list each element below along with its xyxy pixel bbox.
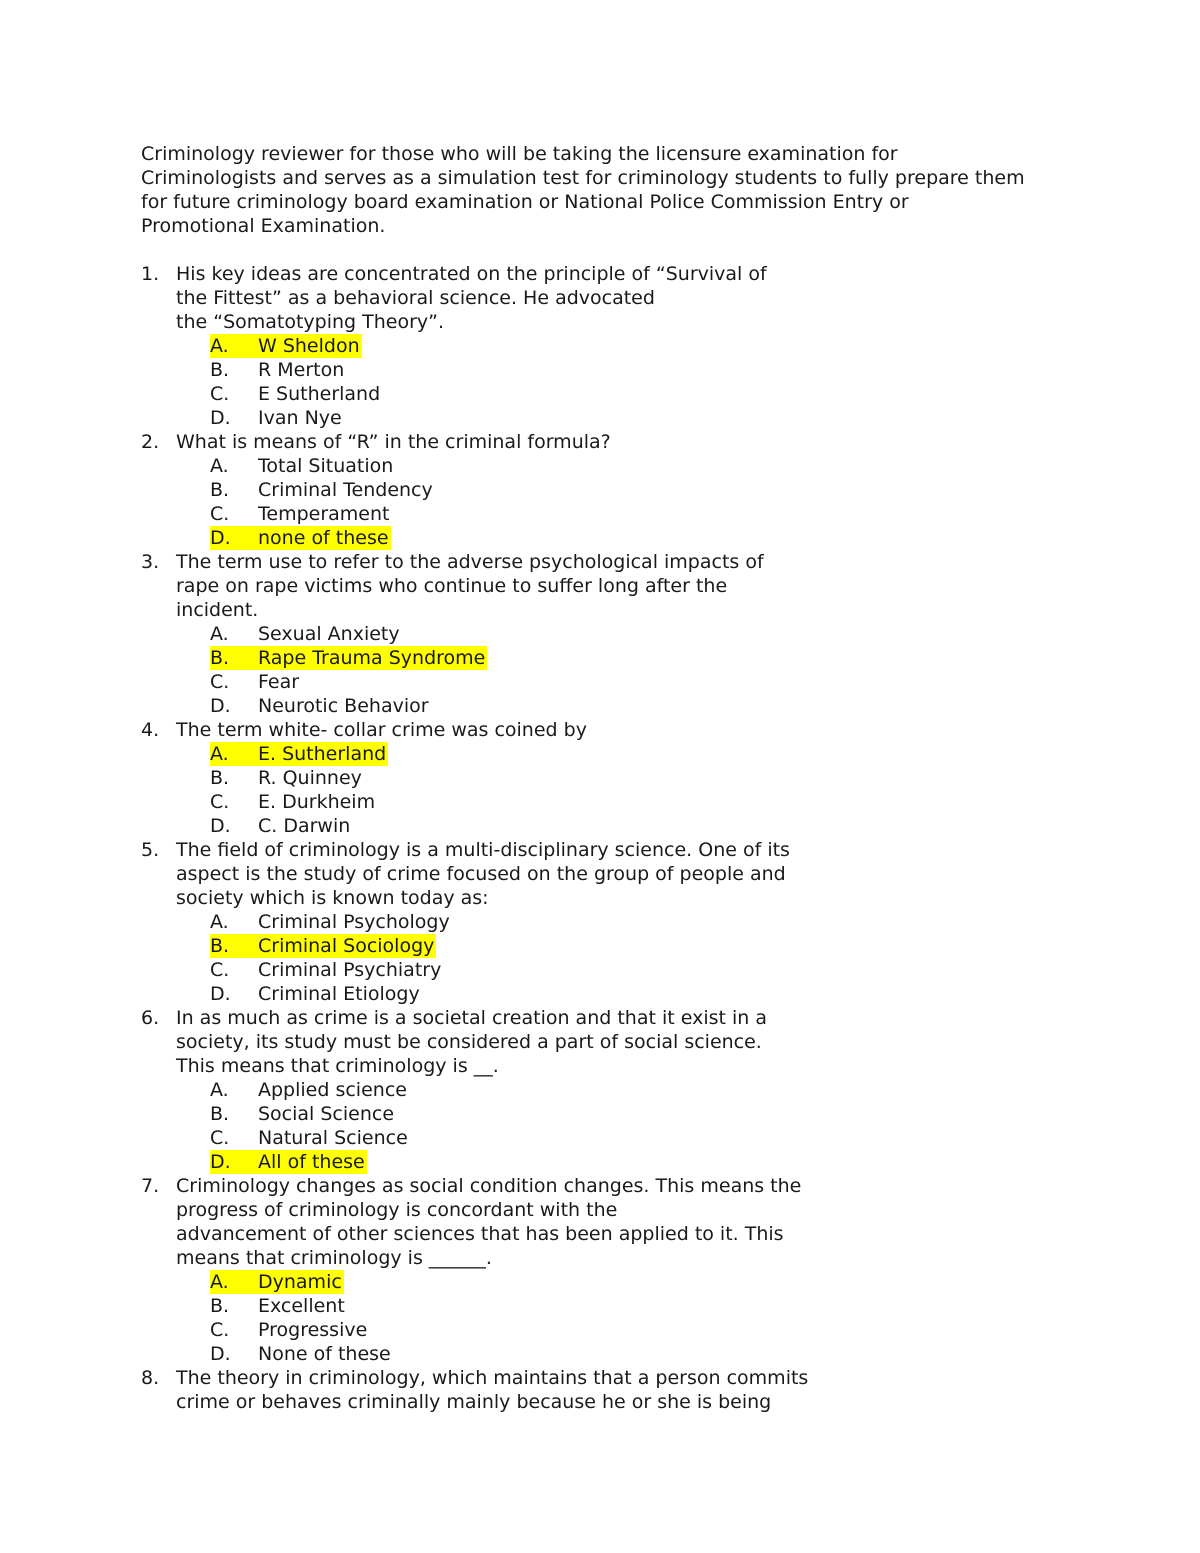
option-text: R Merton [258,359,345,381]
option-text: Sexual Anxiety [258,623,400,645]
answer-option [141,1150,1081,1174]
answer-option [141,382,1081,406]
option-text: Neurotic Behavior [258,695,429,717]
question-list [141,262,1081,1414]
question-text-line: What is means of “R” in the criminal formula? [176,431,611,453]
answer-option [141,406,1081,430]
option-text: C. Darwin [258,815,351,837]
option-letter: D. [210,1151,231,1173]
option-text: Rape Trauma Syndrome [258,647,486,669]
question-number: 5. [141,839,160,861]
question-number: 7. [141,1175,160,1197]
answer-option [141,358,1081,382]
question-text-line: means that criminology is ______. [176,1247,492,1269]
answer-option [141,742,1081,766]
option-text: Applied science [258,1079,407,1101]
question-text-line: the “Somatotyping Theory”. [176,311,445,333]
option-letter: D. [210,527,231,549]
question-text-line: the Fittest” as a behavioral science. He advocated [176,287,655,309]
option-text: Fear [258,671,300,693]
answer-option [141,790,1081,814]
question-number: 8. [141,1367,160,1389]
highlighted-answer [210,646,487,670]
option-text: Temperament [258,503,390,525]
option-text: Ivan Nye [258,407,342,429]
highlighted-answer [210,1150,367,1174]
answer-option [141,622,1081,646]
answer-option [141,814,1081,838]
option-body [210,454,395,478]
answer-option [141,1318,1081,1342]
question-text-line: The term white- collar crime was coined by [176,719,587,741]
question-text-line: rape on rape victims who continue to suffer long after the [176,575,728,597]
intro-line: for future criminology board examination or National Police Commission Entry or [141,191,909,213]
option-text: E. Sutherland [258,743,387,765]
option-body [210,1318,369,1342]
question-text-line: This means that criminology is __. [176,1055,499,1077]
question-text-line: In as much as crime is a societal creation and that it exist in a [176,1007,768,1029]
question-6 [141,1006,1081,1174]
option-text: Social Science [258,1103,395,1125]
option-text: Total Situation [258,455,394,477]
option-body [210,790,377,814]
option-text: Criminal Etiology [258,983,420,1005]
option-letter: D. [210,983,231,1005]
option-body [210,478,435,502]
highlighted-answer [210,742,388,766]
question-text-line: aspect is the study of crime focused on the group of people and [176,863,786,885]
question-3 [141,550,1081,718]
option-body [210,958,443,982]
answer-option [141,646,1081,670]
option-letter: C. [210,1319,230,1341]
highlighted-answer [210,934,436,958]
answer-option [141,1102,1081,1126]
question-text-line: incident. [176,599,259,621]
option-letter: D. [210,815,231,837]
answer-option [141,1342,1081,1366]
question-7 [141,1174,1081,1366]
option-letter: C. [210,503,230,525]
option-body [210,1342,393,1366]
option-letter: C. [210,383,230,405]
question-text-line: advancement of other sciences that has been applied to it. This [176,1223,784,1245]
option-letter: A. [210,335,229,357]
option-text: Criminal Psychiatry [258,959,442,981]
question-number: 1. [141,263,160,285]
option-text: Excellent [258,1295,345,1317]
option-letter: A. [210,1079,229,1101]
answer-option [141,910,1081,934]
option-body [210,622,402,646]
option-text: Natural Science [258,1127,408,1149]
question-4 [141,718,1081,838]
highlighted-answer [210,1270,344,1294]
option-body [210,670,301,694]
option-letter: B. [210,935,230,957]
answer-option [141,526,1081,550]
option-text: R. Quinney [258,767,362,789]
option-body [210,1294,347,1318]
question-number: 3. [141,551,160,573]
option-letter: C. [210,1127,230,1149]
option-body [210,910,452,934]
answer-option [141,934,1081,958]
option-letter: B. [210,767,230,789]
option-letter: C. [210,959,230,981]
intro-line: Criminology reviewer for those who will be taking the licensure examination for [141,143,898,165]
question-text-line: The term use to refer to the adverse psychological impacts of [176,551,764,573]
option-letter: B. [210,479,230,501]
option-letter: C. [210,791,230,813]
question-text-line: society which is known today as: [176,887,489,909]
question-text-line: progress of criminology is concordant with the [176,1199,618,1221]
option-text: All of these [258,1151,365,1173]
option-letter: D. [210,407,231,429]
option-letter: A. [210,455,229,477]
answer-option [141,694,1081,718]
question-text-line: The field of criminology is a multi-disciplinary science. One of its [176,839,790,861]
question-number: 6. [141,1007,160,1029]
option-letter: C. [210,671,230,693]
option-letter: B. [210,647,230,669]
answer-option [141,478,1081,502]
question-text-line: His key ideas are concentrated on the principle of “Survival of [176,263,767,285]
option-body [210,406,344,430]
answer-option [141,1270,1081,1294]
option-letter: A. [210,623,229,645]
option-text: Criminal Tendency [258,479,433,501]
answer-option [141,1078,1081,1102]
question-2 [141,430,1081,550]
option-body [210,382,382,406]
option-body [210,502,391,526]
option-letter: B. [210,359,230,381]
question-number: 2. [141,431,160,453]
option-body [210,982,422,1006]
question-text-line: The theory in criminology, which maintains that a person commits [176,1367,809,1389]
answer-option [141,670,1081,694]
answer-option [141,1126,1081,1150]
option-body [210,694,431,718]
question-number: 4. [141,719,160,741]
answer-option [141,982,1081,1006]
option-body [210,358,346,382]
option-body [210,1078,409,1102]
question-5 [141,838,1081,1006]
option-text: None of these [258,1343,391,1365]
answer-option [141,502,1081,526]
question-1 [141,262,1081,430]
question-text-line: Criminology changes as social condition changes. This means the [176,1175,802,1197]
option-letter: B. [210,1103,230,1125]
highlighted-answer [210,526,391,550]
option-body [210,1126,410,1150]
intro-paragraph [141,142,1081,238]
question-text-line: society, its study must be considered a part of social science. [176,1031,762,1053]
option-text: Criminal Psychology [258,911,450,933]
option-text: none of these [258,527,389,549]
question-text-line: crime or behaves criminally mainly because he or she is being [176,1391,772,1413]
option-letter: A. [210,911,229,933]
document-page [141,142,1081,1414]
answer-option [141,766,1081,790]
highlighted-answer [210,334,362,358]
option-body [210,766,364,790]
option-text: W Sheldon [258,335,360,357]
option-body [210,814,352,838]
option-text: Criminal Sociology [258,935,435,957]
question-8 [141,1366,1081,1414]
option-letter: D. [210,695,231,717]
option-text: Progressive [258,1319,368,1341]
option-body [210,1102,396,1126]
option-text: E. Durkheim [258,791,376,813]
answer-option [141,1294,1081,1318]
option-letter: B. [210,1295,230,1317]
answer-option [141,454,1081,478]
option-letter: D. [210,1343,231,1365]
option-text: E Sutherland [258,383,381,405]
option-text: Dynamic [258,1271,342,1293]
option-letter: A. [210,1271,229,1293]
option-letter: A. [210,743,229,765]
answer-option [141,958,1081,982]
answer-option [141,334,1081,358]
intro-line: Promotional Examination. [141,215,386,237]
intro-line: Criminologists and serves as a simulation test for criminology students to fully prepare them [141,167,1025,189]
